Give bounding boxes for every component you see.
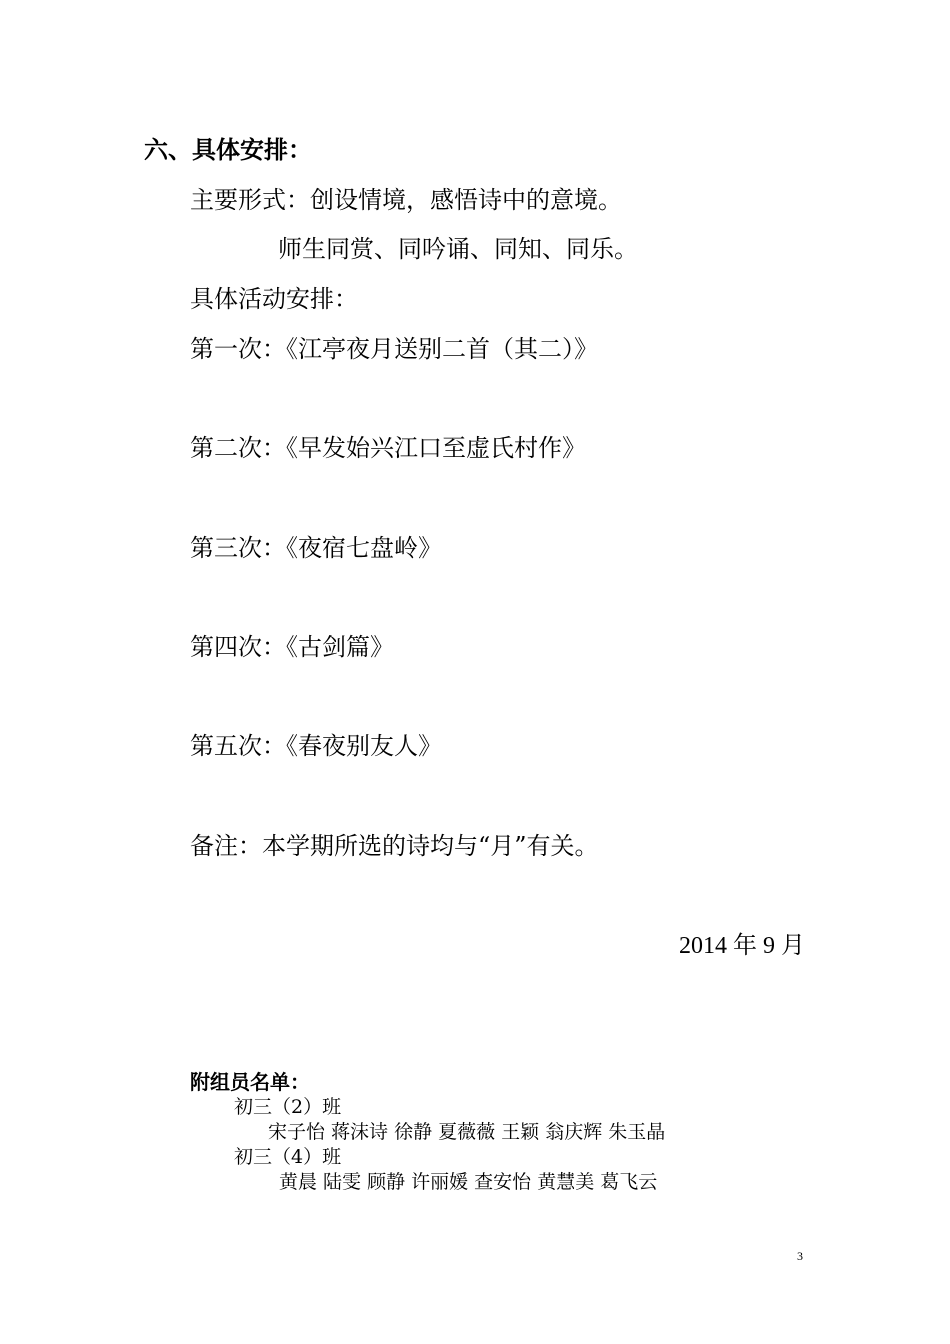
session-item: 第四次：《古剑篇》 xyxy=(190,633,394,661)
main-form-text: 主要形式：创设情境，感悟诗中的意境。 xyxy=(190,186,622,214)
session-item: 第三次：《夜宿七盘岭》 xyxy=(190,534,442,562)
document-date: 2014 年 9 月 xyxy=(679,933,805,959)
section-heading: 六、具体安排： xyxy=(144,135,312,164)
session-item: 第五次：《春夜别友人》 xyxy=(190,732,442,760)
roster-title: 附组员名单： xyxy=(190,1070,310,1094)
class-members: 宋子怡 蒋沫诗 徐静 夏薇薇 王颖 翁庆辉 朱玉晶 xyxy=(268,1121,666,1143)
class-name: 初三（4）班 xyxy=(234,1146,342,1168)
session-item: 第二次：《早发始兴江口至虚氏村作》 xyxy=(190,434,586,462)
class-name: 初三（2）班 xyxy=(234,1096,342,1118)
activity-label: 具体活动安排： xyxy=(190,285,358,313)
sub-form-text: 师生同赏、同吟诵、同知、同乐。 xyxy=(278,235,638,263)
note-text: 备注：本学期所选的诗均与“月”有关。 xyxy=(190,832,599,860)
session-item: 第一次：《江亭夜月送别二首（其二）》 xyxy=(190,335,598,363)
class-members: 黄晨 陆雯 顾静 许丽媛 查安怡 黄慧美 葛飞云 xyxy=(279,1171,658,1193)
page-number: 3 xyxy=(797,1249,803,1263)
